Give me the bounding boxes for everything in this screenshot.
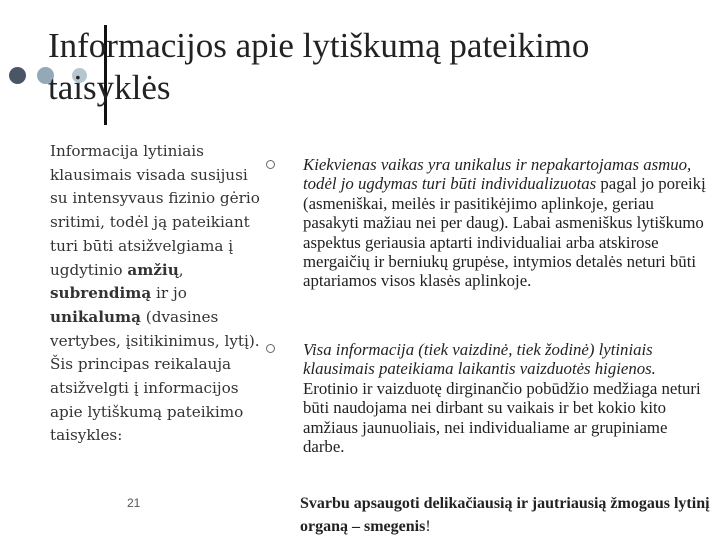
bullet-2-rest: Erotinio ir vaizduotę dirginančio pobūdžio medžiaga neturi būti naudojama nei dirbant su vaikais ir bet kokio kito amžiaus jaunuoliais, nei individualiame ar grupiniame darbe. bbox=[303, 378, 701, 457]
warning-statement bbox=[300, 492, 710, 538]
bullet-1-italic: Kiekvienas vaikas yra unikalus ir nepakartojamas asmuo, todėl jo ugdymas turi būti individualizuotas bbox=[303, 155, 692, 194]
bullet-circle-icon bbox=[266, 160, 275, 169]
bullet-circle-icon bbox=[266, 344, 275, 353]
left-text-part3: (dvasines vertybes, įsitikinimus, lytį). Šis principas reikalauja atsižvelgti į informacijos apie lytiškumą pateikimo taisykles: bbox=[50, 307, 260, 445]
left-text-part2: ir jo bbox=[151, 284, 187, 303]
warning-text: Svarbu apsaugoti delikačiausią ir jautriausią žmogaus lytinį organą – smegenis bbox=[300, 495, 710, 535]
bullet-item-1 bbox=[303, 155, 708, 291]
slide-number: 21 bbox=[127, 496, 141, 510]
emphasis-uniqueness: unikalumą bbox=[50, 307, 141, 326]
left-text-separator: , bbox=[178, 260, 184, 279]
emphasis-maturity: subrendimą bbox=[50, 284, 152, 303]
left-text-part1: Informacija lytiniais klausimais visada susijusi su intensyvaus fizinio gėrio sritimi, todėl ją pateikiant turi būti atsižvelgiama į ugdytinio bbox=[50, 142, 260, 279]
decorative-dot-dark bbox=[9, 67, 26, 84]
slide-title: Informacijos apie lytiškumą pateikimo taisyklės bbox=[48, 26, 590, 107]
warning-end: ! bbox=[425, 518, 431, 535]
emphasis-age: amžių bbox=[127, 260, 179, 279]
left-column-text bbox=[50, 140, 270, 448]
bullet-item-2 bbox=[303, 340, 708, 456]
bullet-2-italic: Visa informacija (tiek vaizdinė, tiek žodinė) lytiniais klausimais pateikiama laikantis vaizduotės higienos. bbox=[303, 340, 656, 379]
bullet-1-rest: pagal jo poreikį (asmeniškai, meilės ir pasitikėjimo aplinkoje, geriau pasakyti mažiau nei per daug). Labai asmeniškus lytiškumo aspektus geriausia aptarti individualiai arba atskirose mergaičių ir berniukų grupėse, intymios detalės neturi būti aptariamos visos klasės aplinkoje. bbox=[303, 174, 706, 291]
